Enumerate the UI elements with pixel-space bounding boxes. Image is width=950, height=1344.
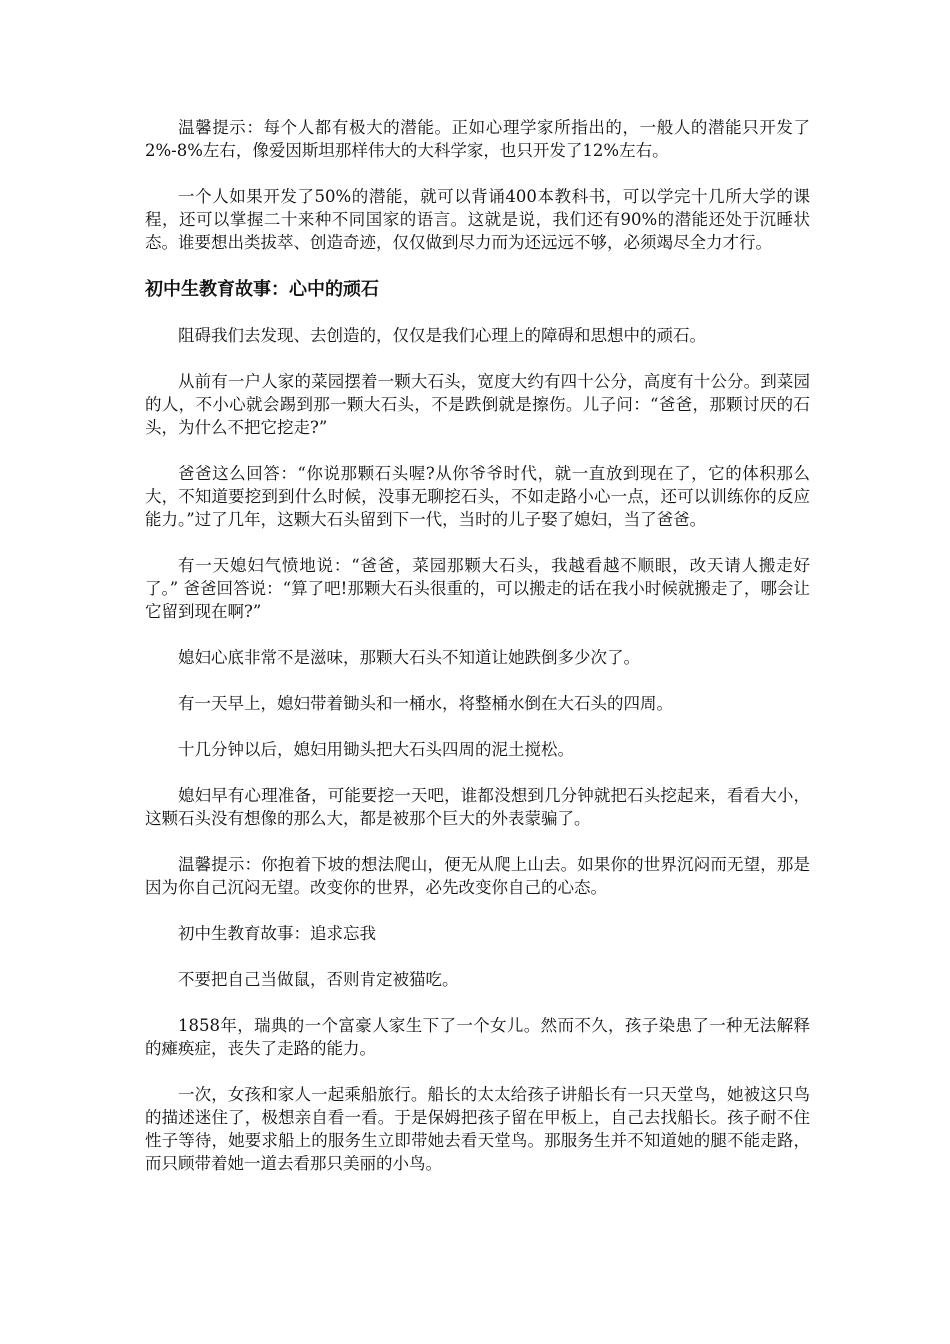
paragraph: 有一天早上，媳妇带着锄头和一桶水，将整桶水倒在大石头的四周。 [178,694,673,713]
paragraph: 1858年，瑞典的一个富豪人家生下了一个女儿。然而不久，孩子染患了一种无法解释的瘫痪症，丧失了走路的能力。 [145,1016,810,1058]
paragraph-potential-detail: 一个人如果开发了50%的潜能，就可以背诵400本教科书，可以学完十几所大学的课程，还可以掌握二十来种不同国家的语言。这就是说，我们还有90%的潜能还处于沉睡状态。谁要想出类拔萃、创造奇迹，仅仅做到尽力而为还远远不够，必须竭尽全力才行。 [145,187,810,252]
document-page [145,116,810,1198]
paragraph: 一次，女孩和家人一起乘船旅行。船长的太太给孩子讲船长有一只天堂鸟，她被这只鸟的描述迷住了，极想亲自看一看。于是保姆把孩子留在甲板上，自己去找船长。孩子耐不住性子等待，她要求船上的服务生立即带她去看天堂鸟。那服务生并不知道她的腿不能走路，而只顾带着她一道去看那只美丽的小鸟。 [145,1085,810,1173]
paragraph: 阻碍我们去发现、去创造的，仅仅是我们心理上的障碍和思想中的顽石。 [178,326,706,345]
paragraph: 媳妇心底非常不是滋味，那颗大石头不知道让她跌倒多少次了。 [178,648,640,667]
paragraph: 媳妇早有心理准备，可能要挖一天吧，谁都没想到几分钟就把石头挖起来，看看大小，这颗石头没有想像的那么大，都是被那个巨大的外表蒙骗了。 [145,786,810,828]
section-heading: 初中生教育故事：心中的顽石 [145,279,379,300]
paragraph: 有一天媳妇气愤地说：“爸爸，菜园那颗大石头，我越看越不顺眼，改天请人搬走好了。” 爸爸回答说：“算了吧!那颗大石头很重的，可以搬走的话在我小时候就搬走了，哪会让它留到现在啊?” [145,556,810,621]
paragraph: 不要把自己当做鼠，否则肯定被猫吃。 [178,970,459,989]
paragraph-tip-potential: 温馨提示：每个人都有极大的潜能。正如心理学家所指出的，一般人的潜能只开发了2%-8%左右，像爱因斯坦那样伟大的大科学家，也只开发了12%左右。 [145,118,810,160]
paragraph: 十几分钟以后，媳妇用锄头把大石头四周的泥土搅松。 [178,740,574,759]
subsection-title: 初中生教育故事：追求忘我 [178,924,376,943]
paragraph: 从前有一户人家的菜园摆着一颗大石头，宽度大约有四十公分，高度有十公分。到菜园的人，不小心就会踢到那一颗大石头，不是跌倒就是擦伤。儿子问：“爸爸，那颗讨厌的石头，为什么不把它挖走?” [145,372,810,437]
paragraph: 爸爸这么回答：“你说那颗石头喔?从你爷爷时代，就一直放到现在了，它的体积那么大，不知道要挖到到什么时候，没事无聊挖石头，不如走路小心一点，还可以训练你的反应能力。”过了几年，这颗大石头留到下一代，当时的儿子娶了媳妇，当了爸爸。 [145,464,810,529]
paragraph-tip-mindset: 温馨提示：你抱着下坡的想法爬山，便无从爬上山去。如果你的世界沉闷而无望，那是因为你自己沉闷无望。改变你的世界，必先改变你自己的心态。 [145,855,810,897]
